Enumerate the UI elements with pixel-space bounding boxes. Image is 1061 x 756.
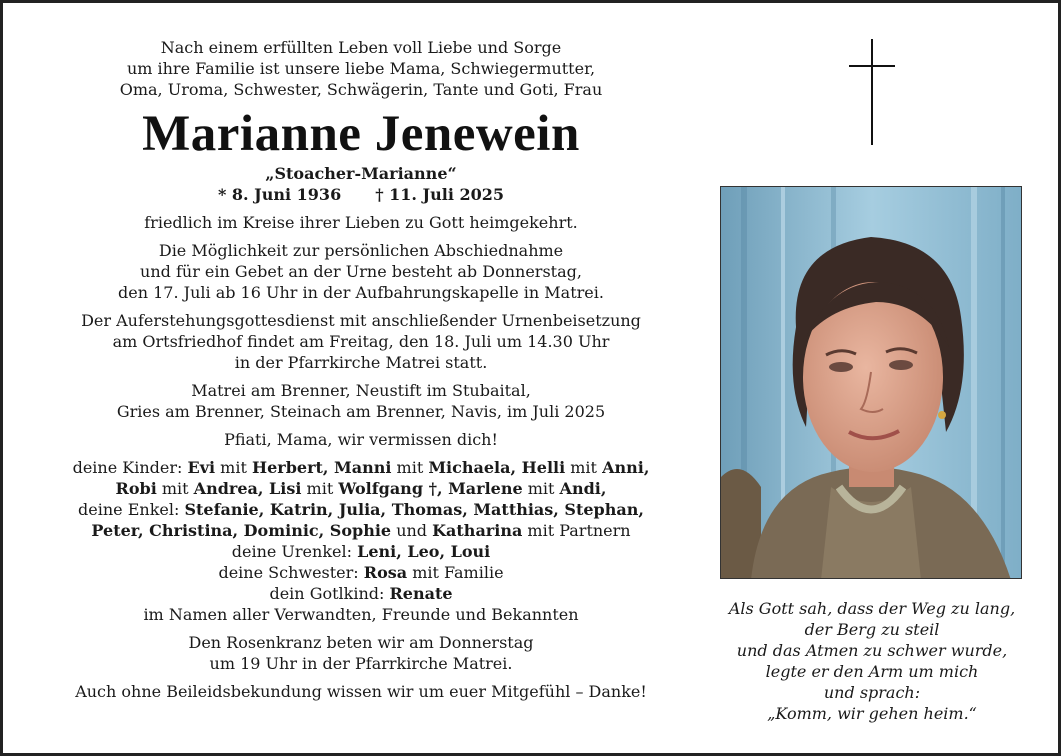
- farewell-paragraph: [31, 240, 691, 303]
- family-line: [31, 520, 691, 541]
- intro-line: Oma, Uroma, Schwester, Schwägerin, Tante und Goti, Frau: [119, 80, 603, 99]
- places-paragraph: [31, 380, 691, 422]
- family-text: deine Schwester:: [218, 563, 364, 582]
- family-text: mit: [215, 458, 252, 477]
- rosary-line: um 19 Uhr in der Pfarrkirche Matrei.: [209, 654, 513, 673]
- family-name-bold: Anni,: [602, 458, 650, 477]
- intro-line: Nach einem erfüllten Leben voll Liebe und Sorge: [160, 38, 562, 57]
- family-text: mit: [301, 479, 339, 498]
- deceased-name: Marianne Jenewein: [142, 106, 580, 162]
- intro-line: um ihre Familie ist unsere liebe Mama, Schwiegermutter,: [126, 59, 596, 78]
- family-line: [31, 562, 691, 583]
- rosary-paragraph: [31, 632, 691, 674]
- family-text: mit: [391, 458, 429, 477]
- birth-date: * 8. Juni 1936: [217, 185, 342, 204]
- family-text: und: [391, 521, 433, 540]
- family-line: [31, 604, 691, 625]
- family-name-bold: Renate: [389, 584, 453, 603]
- family-text: deine Kinder:: [72, 458, 188, 477]
- family-line: [31, 583, 691, 604]
- places-line: Matrei am Brenner, Neustift im Stubaital,: [191, 381, 531, 400]
- nickname: „Stoacher-Marianne“: [265, 164, 457, 183]
- family-name-bold: Wolfgang †, Marlene: [338, 479, 523, 498]
- family-text: im Namen aller Verwandten, Freunde und Bekannten: [143, 605, 579, 624]
- poem-line: „Komm, wir gehen heim.“: [767, 704, 977, 723]
- life-dates: [31, 184, 691, 205]
- service-paragraph: [31, 310, 691, 373]
- poem-line: der Berg zu steil: [804, 620, 940, 639]
- poem-line: und sprach:: [823, 683, 921, 702]
- obituary-text-column: [31, 37, 691, 702]
- service-line: in der Pfarrkirche Matrei statt.: [234, 353, 488, 372]
- family-name-bold: Peter, Christina, Dominic, Sophie: [91, 521, 392, 540]
- closing-line: Auch ohne Beileidsbekundung wissen wir um euer Mitgefühl – Danke!: [75, 682, 647, 701]
- family-text: mit: [522, 479, 560, 498]
- family-line: [31, 541, 691, 562]
- family-line: [31, 457, 691, 478]
- family-name-bold: Katharina: [432, 521, 523, 540]
- family-list: [31, 457, 691, 625]
- farewell-line: den 17. Juli ab 16 Uhr in der Aufbahrungskapelle in Matrei.: [118, 283, 604, 302]
- cross-icon: [847, 39, 897, 145]
- family-text: dein Gotlkind:: [269, 584, 390, 603]
- family-name-bold: Stefanie, Katrin, Julia, Thomas, Matthias, Stephan,: [184, 500, 644, 519]
- family-name-bold: Evi: [187, 458, 216, 477]
- family-text: mit: [565, 458, 603, 477]
- death-date: † 11. Juli 2025: [375, 185, 505, 204]
- family-name-bold: Andi,: [559, 479, 607, 498]
- family-line: [31, 499, 691, 520]
- farewell-line: Die Möglichkeit zur persönlichen Abschiednahme: [158, 241, 564, 260]
- family-text: mit Partnern: [522, 521, 631, 540]
- passed-line: friedlich im Kreise ihrer Lieben zu Gott heimgekehrt.: [144, 213, 578, 232]
- portrait-image: [721, 187, 1022, 579]
- places-line: Gries am Brenner, Steinach am Brenner, Navis, im Juli 2025: [116, 402, 606, 421]
- family-name-bold: Leni, Leo, Loui: [357, 542, 491, 561]
- family-name-bold: Rosa: [363, 563, 408, 582]
- family-text: deine Urenkel:: [231, 542, 358, 561]
- pfiati-line: Pfiati, Mama, wir vermissen dich!: [224, 430, 498, 449]
- family-name-bold: Robi: [115, 479, 157, 498]
- portrait-photo: [720, 186, 1022, 579]
- service-line: am Ortsfriedhof findet am Freitag, den 18. Juli um 14.30 Uhr: [112, 332, 610, 351]
- family-name-bold: Herbert, Manni: [251, 458, 392, 477]
- family-line: [31, 478, 691, 499]
- service-line: Der Auferstehungsgottesdienst mit anschließender Urnenbeisetzung: [81, 311, 641, 330]
- poem-line: und das Atmen zu schwer wurde,: [736, 641, 1008, 660]
- family-text: deine Enkel:: [78, 500, 185, 519]
- family-text: mit: [156, 479, 194, 498]
- poem-line: legte er den Arm um mich: [765, 662, 979, 681]
- family-text: mit Familie: [407, 563, 504, 582]
- family-name-bold: Michaela, Helli: [428, 458, 566, 477]
- family-name-bold: Andrea, Lisi: [193, 479, 302, 498]
- poem-line: Als Gott sah, dass der Weg zu lang,: [728, 599, 1016, 618]
- rosary-line: Den Rosenkranz beten wir am Donnerstag: [188, 633, 534, 652]
- poem: [703, 598, 1041, 724]
- farewell-line: und für ein Gebet an der Urne besteht ab Donnerstag,: [140, 262, 582, 281]
